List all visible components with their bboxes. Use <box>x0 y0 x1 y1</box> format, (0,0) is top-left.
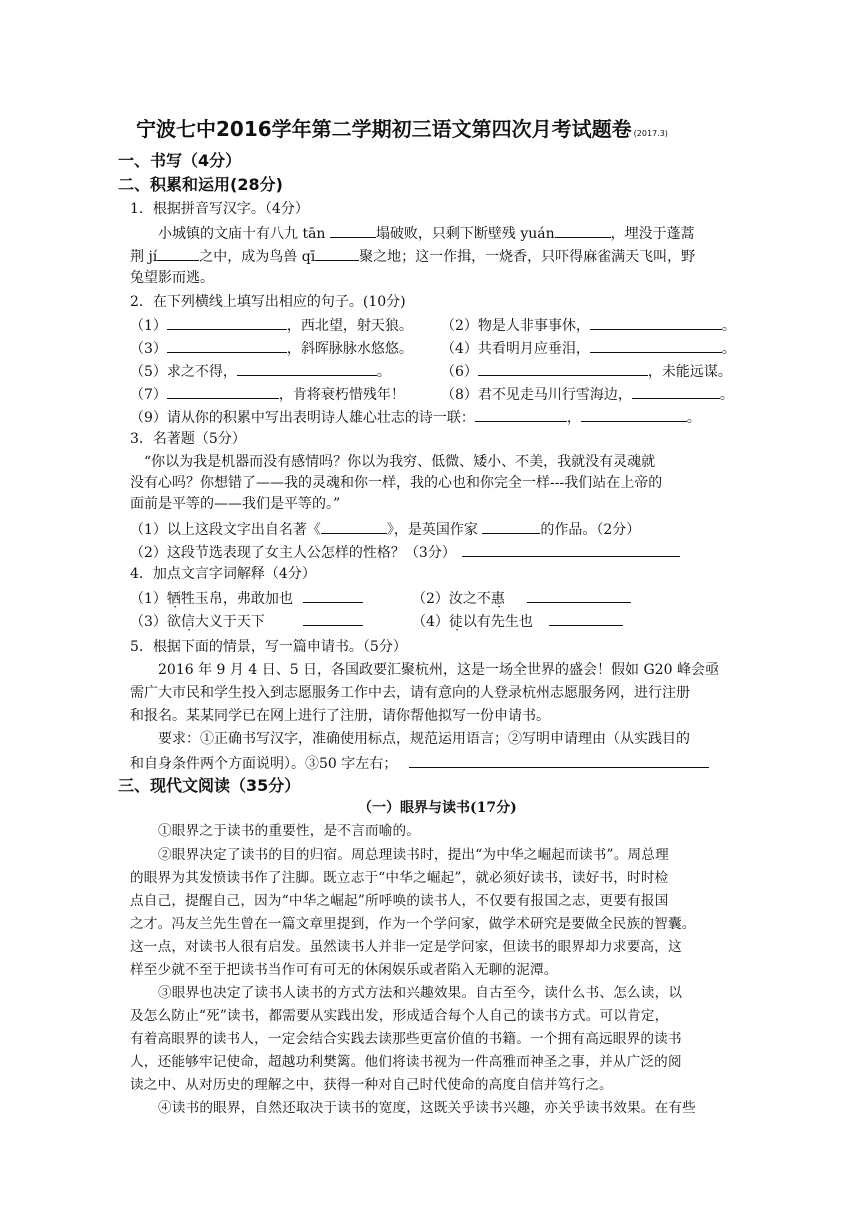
q4-item-1: （1）牺牲玉帛，弗敢加也 <box>130 588 363 608</box>
q2-item-5: （5）求之不得， 。 <box>130 361 391 381</box>
reading-1-title: （一）眼界与读书(17分) <box>358 800 517 816</box>
q1-line-3: 兔望影而逃。 <box>130 270 214 286</box>
q2-item-3: （3） ，斜晖脉脉水悠悠。 <box>130 338 413 358</box>
blank-2-3[interactable] <box>167 338 287 353</box>
blank-2-6[interactable] <box>478 361 648 376</box>
q2-item-4: （4）共看明月应垂泪， 。 <box>441 338 736 358</box>
blank-2-8[interactable] <box>632 384 720 399</box>
q2-item-6: （6） ，未能远谋。 <box>441 361 732 381</box>
q1-line-2: 荆 jí 之中，成为鸟兽 qī 聚之地；这一作揖，一烧香，只吓得麻雀满天飞叫，野 <box>130 246 695 266</box>
q5-req-2: 和自身条件两个方面说明）。③50 字左右； <box>130 753 709 773</box>
page-title: 宁波七中2016学年第二学期初三语文第四次月考试题卷 (2017.3) <box>136 117 668 141</box>
q3-label: 3．名著题（5分） <box>130 431 246 447</box>
q5-label: 5．根据下面的情景，写一篇申请书。（5分） <box>130 639 407 655</box>
q3-answer-2: （2）这段节选表现了女主人公怎样的性格？（3分） <box>130 542 680 562</box>
reading-para-2-l1: ②眼界决定了读书的目的归宿。周总理读书时，提出“为中华之崛起而读书”。周总理 <box>158 847 669 863</box>
q3-quote-2: 没有心吗？你想错了——我的灵魂和你一样，我的心也和你完全一样---我们站在上帝的 <box>130 475 663 491</box>
blank-qi[interactable] <box>315 246 359 261</box>
q1-line-1: 小城镇的文庙十有八九 tān 塌破败，只剩下断壁残 yuán ，埋没于蓬蒿 <box>158 223 695 243</box>
q3-quote-1: “你以为我是机器而没有感情吗？你以为我穷、低微、矮小、不美，我就没有灵魂就 <box>144 454 656 470</box>
q4-label: 4．加点文言字词解释（4分） <box>130 566 316 582</box>
q1-label: 1．根据拼音写汉字。（4分） <box>130 201 309 217</box>
q2-item-2: （2）物是人非事事休， 。 <box>441 315 736 335</box>
blank-2-2[interactable] <box>590 315 722 330</box>
q4-item-3: （3）欲信大义于天下 <box>130 611 363 631</box>
reading-para-2-l3: 点自己，提醒自己，因为“中华之崛起”所呼唤的读书人，不仅要有报国之志，更要有报国 <box>130 893 669 909</box>
blank-author[interactable] <box>482 519 540 534</box>
blank-tan[interactable] <box>330 223 376 238</box>
blank-2-9b[interactable] <box>581 407 687 422</box>
reading-para-3-l5: 读之中、从对历史的理解之中，获得一种对自己时代使命的高度自信并笃行之。 <box>130 1077 613 1093</box>
blank-4-4[interactable] <box>549 611 623 626</box>
blank-yuan[interactable] <box>555 223 611 238</box>
q4-item-4: （4）徒以有先生也 <box>412 611 623 631</box>
blank-character[interactable] <box>462 542 680 557</box>
blank-4-1[interactable] <box>303 588 363 603</box>
q4-item-2: （2）汝之不惠 <box>412 588 631 608</box>
blank-4-3[interactable] <box>303 611 363 626</box>
q5-para-1: 2016 年 9 月 4 日、5 日，各国政要汇聚杭州，这是一场全世界的盛会！假如 G20 峰会亟 <box>158 662 719 678</box>
blank-book-title[interactable] <box>321 519 387 534</box>
reading-para-2-l6: 样至少就不至于把读书当作可有可无的休闲娱乐或者陷入无聊的泥潭。 <box>130 962 558 978</box>
q3-quote-3: 面前是平等的——我们是平等的。” <box>130 496 341 512</box>
section-2-heading: 二、积累和运用(28分) <box>118 175 283 194</box>
q2-item-8: （8）君不见走马川行雪海边， 。 <box>441 384 734 404</box>
title-date-note: (2017.3) <box>633 129 668 138</box>
reading-para-3-l1: ③眼界也决定了读书人读书的方式方法和兴趣效果。自古至今，读什么书、怎么读，以 <box>158 985 683 1001</box>
blank-2-1[interactable] <box>167 315 287 330</box>
q2-item-1: （1） ，西北望，射天狼。 <box>130 315 413 335</box>
reading-para-3-l2: 及怎么防止“死”读书，都需要从实践出发，形成适合每个人自己的读书方式。可以肯定， <box>130 1008 669 1024</box>
q2-item-7: （7） ，肯将衰朽惜残年！ <box>130 384 405 404</box>
q5-para-3: 和报名。某某同学已在网上进行了注册，请你帮他拟写一份申请书。 <box>130 708 550 724</box>
section-1-heading: 一、书写（4分） <box>118 151 242 170</box>
blank-2-7[interactable] <box>167 384 279 399</box>
reading-para-3-l3: 有着高眼界的读书人，一定会结合实践去读那些更富价值的书籍。一个拥有高远眼界的读书 <box>130 1031 682 1047</box>
blank-2-5[interactable] <box>237 361 377 376</box>
q2-label: 2．在下列横线上填写出相应的句子。(10分) <box>130 294 406 310</box>
q5-para-2: 需广大市民和学生投入到志愿服务工作中去，请有意向的人登录杭州志愿服务网，进行注册 <box>130 685 690 701</box>
blank-application[interactable] <box>409 753 709 768</box>
q2-item-9: （9）请从你的积累中写出表明诗人雄心壮志的诗一联： ， 。 <box>130 407 701 427</box>
reading-para-4-l1: ④读书的眼界，自然还取决于读书的宽度，这既关乎读书兴趣，亦关乎读书效果。在有些 <box>158 1100 696 1116</box>
reading-para-2-l5: 这一点，对读书人很有启发。虽然读书人并非一定是学问家，但读书的眼界却力求要高，这 <box>130 939 682 955</box>
blank-ji[interactable] <box>157 246 199 261</box>
blank-2-4[interactable] <box>590 338 722 353</box>
reading-para-2-l4: 之才。冯友兰先生曾在一篇文章里提到，作为一个学问家，做学术研究是要做全民族的智囊。 <box>130 916 696 932</box>
q5-req-1: 要求：①正确书写汉字，准确使用标点，规范运用语言；②写明申请理由（从实践目的 <box>158 731 690 747</box>
reading-para-3-l4: 人，还能够牢记使命，超越功利樊篱。他们将读书视为一件高雅而神圣之事，并从广泛的阅 <box>130 1054 682 1070</box>
blank-2-9a[interactable] <box>475 407 567 422</box>
blank-4-2[interactable] <box>527 588 631 603</box>
reading-para-2-l2: 的眼界为其发愤读书作了注脚。既立志于“中华之崛起”，就必须好读书，读好书，时时检 <box>130 870 669 886</box>
q3-answer-1: （1）以上这段文字出自名著《 》，是英国作家 的作品。（2分） <box>130 519 640 539</box>
section-3-heading: 三、现代文阅读（35分） <box>118 776 301 795</box>
reading-para-1: ①眼界之于读书的重要性，是不言而喻的。 <box>158 823 421 839</box>
